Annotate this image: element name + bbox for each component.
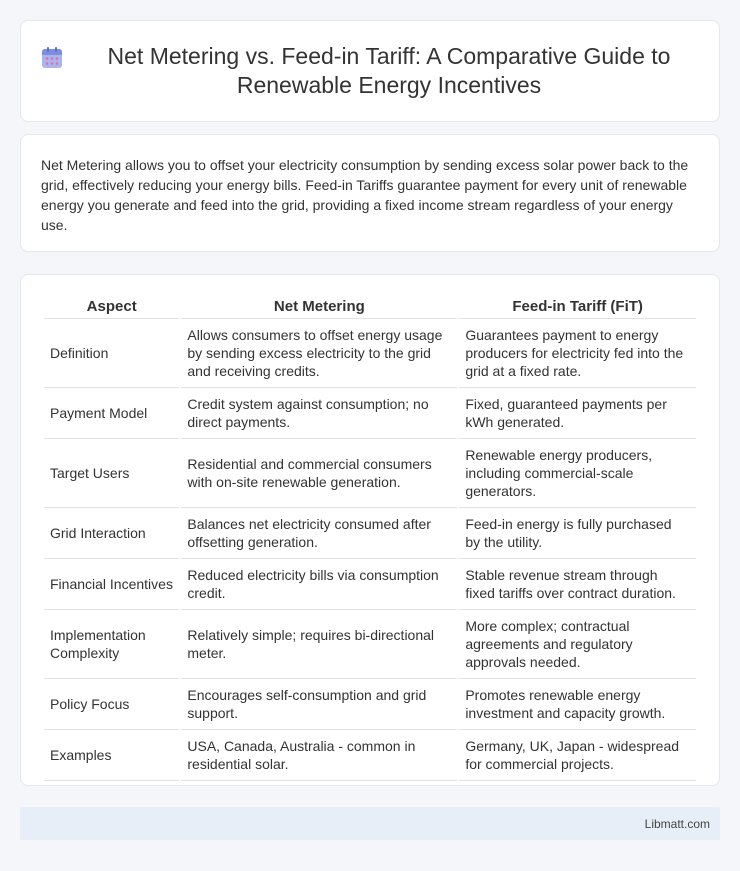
table-row bbox=[44, 679, 696, 730]
row-aspect: Policy Focus bbox=[44, 679, 179, 730]
calendar-icon bbox=[40, 46, 64, 70]
row-aspect: Grid Interaction bbox=[44, 508, 179, 559]
row-net-metering: Relatively simple; requires bi-directional meter. bbox=[181, 610, 457, 679]
row-net-metering: USA, Canada, Australia - common in residential solar. bbox=[181, 730, 457, 781]
row-aspect: Payment Model bbox=[44, 388, 179, 439]
header-aspect: Aspect bbox=[44, 295, 179, 319]
title-wrap bbox=[40, 42, 700, 100]
table-row bbox=[44, 730, 696, 781]
row-aspect: Definition bbox=[44, 319, 179, 388]
table-row bbox=[44, 610, 696, 679]
footer bbox=[20, 807, 720, 840]
table-card bbox=[20, 274, 720, 786]
table-row bbox=[44, 388, 696, 439]
row-aspect: Implementation Complexity bbox=[44, 610, 179, 679]
row-aspect: Financial Incentives bbox=[44, 559, 179, 610]
intro-card bbox=[20, 134, 720, 252]
page-title: Net Metering vs. Feed-in Tariff: A Comparative Guide to Renewable Energy Incentives bbox=[107, 43, 671, 98]
row-feed-in-tariff: Feed-in energy is fully purchased by the utility. bbox=[459, 508, 696, 559]
row-feed-in-tariff: Guarantees payment to energy producers for electricity fed into the grid at a fixed rate. bbox=[459, 319, 696, 388]
row-net-metering: Credit system against consumption; no direct payments. bbox=[181, 388, 457, 439]
table-row bbox=[44, 559, 696, 610]
header-net-metering: Net Metering bbox=[181, 295, 457, 319]
row-aspect: Examples bbox=[44, 730, 179, 781]
intro-paragraph: Net Metering allows you to offset your electricity consumption by sending excess solar power back to the grid, effectively reducing your energy bills. Feed-in Tariffs guarantee payment for every unit of renewable energy you generate and feed into the grid, providing a fixed income stream regardless of your energy use. bbox=[41, 157, 689, 233]
row-feed-in-tariff: Stable revenue stream through fixed tariffs over contract duration. bbox=[459, 559, 696, 610]
row-feed-in-tariff: More complex; contractual agreements and regulatory approvals needed. bbox=[459, 610, 696, 679]
row-net-metering: Encourages self-consumption and grid support. bbox=[181, 679, 457, 730]
footer-source: Libmatt.com bbox=[644, 816, 710, 831]
row-net-metering: Allows consumers to offset energy usage by sending excess electricity to the grid and receiving credits. bbox=[181, 319, 457, 388]
row-net-metering: Balances net electricity consumed after offsetting generation. bbox=[181, 508, 457, 559]
table-row bbox=[44, 319, 696, 388]
comparison-table bbox=[42, 295, 698, 781]
row-net-metering: Residential and commercial consumers with on-site renewable generation. bbox=[181, 439, 457, 508]
row-aspect: Target Users bbox=[44, 439, 179, 508]
table-header-row bbox=[44, 295, 696, 319]
row-feed-in-tariff: Germany, UK, Japan - widespread for commercial projects. bbox=[459, 730, 696, 781]
title-card bbox=[20, 20, 720, 122]
table-row bbox=[44, 508, 696, 559]
row-feed-in-tariff: Renewable energy producers, including commercial-scale generators. bbox=[459, 439, 696, 508]
row-feed-in-tariff: Promotes renewable energy investment and capacity growth. bbox=[459, 679, 696, 730]
table-row bbox=[44, 439, 696, 508]
row-feed-in-tariff: Fixed, guaranteed payments per kWh generated. bbox=[459, 388, 696, 439]
row-net-metering: Reduced electricity bills via consumption credit. bbox=[181, 559, 457, 610]
header-feed-in-tariff: Feed-in Tariff (FiT) bbox=[459, 295, 696, 319]
